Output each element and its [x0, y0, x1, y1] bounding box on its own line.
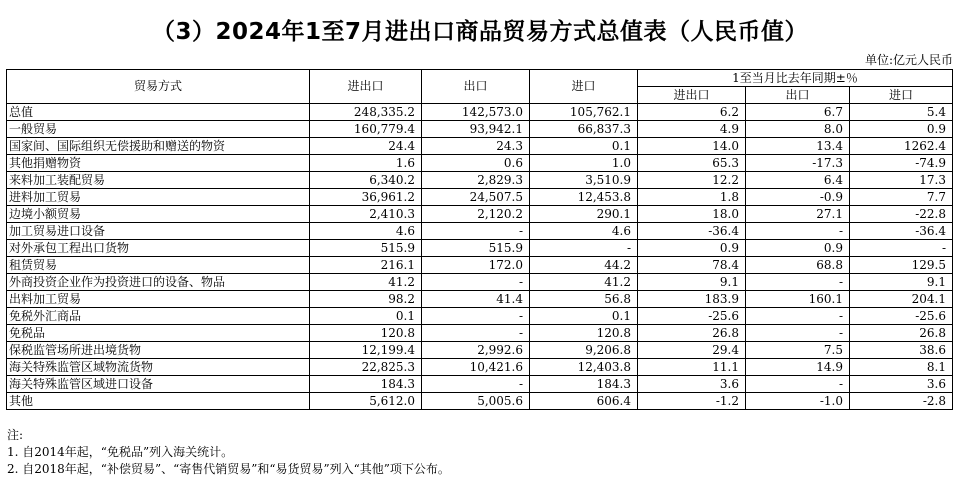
cell-yoy-import: -22.8 — [850, 206, 953, 223]
cell-export: - — [422, 274, 530, 291]
table-row — [7, 104, 953, 121]
cell-import: 105,762.1 — [530, 104, 638, 121]
cell-yoy-export: - — [746, 308, 850, 325]
cell-import: 184.3 — [530, 376, 638, 393]
cell-yoy-total: -25.6 — [638, 308, 746, 325]
cell-yoy-import: 9.1 — [850, 274, 953, 291]
table-row — [7, 359, 953, 376]
cell-import: 0.1 — [530, 308, 638, 325]
cell-trade-mode: 免税品 — [7, 325, 310, 342]
cell-yoy-export: 7.5 — [746, 342, 850, 359]
cell-yoy-total: 1.8 — [638, 189, 746, 206]
cell-yoy-export: -17.3 — [746, 155, 850, 172]
cell-yoy-export: 6.7 — [746, 104, 850, 121]
note-item: 1. 自2014年起，“免税品”列入海关统计。 — [7, 445, 234, 459]
cell-export: 41.4 — [422, 291, 530, 308]
cell-yoy-total: 18.0 — [638, 206, 746, 223]
cell-total: 4.6 — [310, 223, 422, 240]
table-row — [7, 325, 953, 342]
header-total: 进出口 — [310, 70, 422, 104]
header-import: 进口 — [530, 70, 638, 104]
cell-yoy-total: -1.2 — [638, 393, 746, 410]
cell-total: 160,779.4 — [310, 121, 422, 138]
cell-total: 120.8 — [310, 325, 422, 342]
cell-yoy-export: 27.1 — [746, 206, 850, 223]
cell-yoy-import: -74.9 — [850, 155, 953, 172]
cell-trade-mode: 保税监管场所进出境货物 — [7, 342, 310, 359]
header-trade-mode: 贸易方式 — [7, 70, 310, 104]
cell-total: 12,199.4 — [310, 342, 422, 359]
cell-total: 22,825.3 — [310, 359, 422, 376]
cell-trade-mode: 国家间、国际组织无偿援助和赠送的物资 — [7, 138, 310, 155]
cell-total: 216.1 — [310, 257, 422, 274]
cell-yoy-import: 5.4 — [850, 104, 953, 121]
cell-export: - — [422, 308, 530, 325]
table-row — [7, 291, 953, 308]
cell-yoy-export: - — [746, 376, 850, 393]
cell-import: 44.2 — [530, 257, 638, 274]
cell-import: 9,206.8 — [530, 342, 638, 359]
cell-total: 24.4 — [310, 138, 422, 155]
cell-trade-mode: 加工贸易进口设备 — [7, 223, 310, 240]
header-yoy-group: 1至当月比去年同期±％ — [638, 70, 953, 87]
cell-trade-mode: 一般贸易 — [7, 121, 310, 138]
cell-import: 1.0 — [530, 155, 638, 172]
cell-export: 10,421.6 — [422, 359, 530, 376]
cell-import: 0.1 — [530, 138, 638, 155]
cell-export: 172.0 — [422, 257, 530, 274]
cell-yoy-import: 17.3 — [850, 172, 953, 189]
cell-yoy-import: -2.8 — [850, 393, 953, 410]
cell-export: 2,829.3 — [422, 172, 530, 189]
cell-yoy-import: 1262.4 — [850, 138, 953, 155]
table-row — [7, 155, 953, 172]
header-yoy-total: 进出口 — [638, 87, 746, 104]
cell-export: - — [422, 325, 530, 342]
cell-trade-mode: 其他 — [7, 393, 310, 410]
cell-trade-mode: 来料加工装配贸易 — [7, 172, 310, 189]
cell-yoy-export: 6.4 — [746, 172, 850, 189]
cell-yoy-export: -0.9 — [746, 189, 850, 206]
cell-total: 0.1 — [310, 308, 422, 325]
cell-total: 98.2 — [310, 291, 422, 308]
header-row-1 — [7, 70, 953, 87]
cell-trade-mode: 海关特殊监管区域物流货物 — [7, 359, 310, 376]
cell-export: - — [422, 376, 530, 393]
cell-import: 4.6 — [530, 223, 638, 240]
cell-trade-mode: 对外承包工程出口货物 — [7, 240, 310, 257]
cell-yoy-export: 68.8 — [746, 257, 850, 274]
cell-total: 6,340.2 — [310, 172, 422, 189]
cell-total: 248,335.2 — [310, 104, 422, 121]
cell-export: 0.6 — [422, 155, 530, 172]
cell-export: 2,992.6 — [422, 342, 530, 359]
cell-export: 24,507.5 — [422, 189, 530, 206]
cell-total: 1.6 — [310, 155, 422, 172]
table-row — [7, 393, 953, 410]
cell-export: 2,120.2 — [422, 206, 530, 223]
notes — [7, 427, 450, 478]
table-row — [7, 172, 953, 189]
cell-yoy-total: 6.2 — [638, 104, 746, 121]
cell-yoy-export: 14.9 — [746, 359, 850, 376]
cell-yoy-total: 29.4 — [638, 342, 746, 359]
cell-yoy-export: - — [746, 274, 850, 291]
trade-mode-table — [6, 69, 953, 410]
cell-yoy-import: - — [850, 240, 953, 257]
cell-import: 41.2 — [530, 274, 638, 291]
unit-label: 单位:亿元人民币 — [864, 53, 953, 67]
cell-total: 36,961.2 — [310, 189, 422, 206]
table-row — [7, 342, 953, 359]
cell-total: 2,410.3 — [310, 206, 422, 223]
cell-yoy-total: 12.2 — [638, 172, 746, 189]
cell-yoy-import: 129.5 — [850, 257, 953, 274]
table-row — [7, 138, 953, 155]
note-item: 2. 自2018年起，“补偿贸易”、“寄售代销贸易”和“易货贸易”列入“其他”项下公布。 — [7, 462, 450, 476]
cell-import: 12,453.8 — [530, 189, 638, 206]
cell-import: 56.8 — [530, 291, 638, 308]
cell-trade-mode: 总值 — [7, 104, 310, 121]
cell-trade-mode: 边境小额贸易 — [7, 206, 310, 223]
cell-import: 3,510.9 — [530, 172, 638, 189]
cell-trade-mode: 外商投资企业作为投资进口的设备、物品 — [7, 274, 310, 291]
cell-trade-mode: 免税外汇商品 — [7, 308, 310, 325]
cell-import: 120.8 — [530, 325, 638, 342]
cell-yoy-import: 8.1 — [850, 359, 953, 376]
cell-yoy-export: 160.1 — [746, 291, 850, 308]
table-row — [7, 240, 953, 257]
cell-yoy-total: 4.9 — [638, 121, 746, 138]
cell-yoy-total: 0.9 — [638, 240, 746, 257]
cell-yoy-total: 3.6 — [638, 376, 746, 393]
page-title: （3）2024年1至7月进出口商品贸易方式总值表（人民币值） — [151, 19, 809, 45]
cell-yoy-total: 78.4 — [638, 257, 746, 274]
cell-export: 5,005.6 — [422, 393, 530, 410]
cell-yoy-total: 11.1 — [638, 359, 746, 376]
cell-export: 515.9 — [422, 240, 530, 257]
table-row — [7, 206, 953, 223]
table-row — [7, 376, 953, 393]
cell-trade-mode: 出料加工贸易 — [7, 291, 310, 308]
cell-import: - — [530, 240, 638, 257]
table-row — [7, 257, 953, 274]
cell-yoy-total: 26.8 — [638, 325, 746, 342]
header-yoy-export: 出口 — [746, 87, 850, 104]
cell-yoy-import: -36.4 — [850, 223, 953, 240]
cell-trade-mode: 海关特殊监管区域进口设备 — [7, 376, 310, 393]
table-row — [7, 274, 953, 291]
table-row — [7, 223, 953, 240]
cell-import: 290.1 — [530, 206, 638, 223]
table-row — [7, 189, 953, 206]
cell-yoy-total: -36.4 — [638, 223, 746, 240]
table-row — [7, 308, 953, 325]
header-export: 出口 — [422, 70, 530, 104]
cell-yoy-export: 0.9 — [746, 240, 850, 257]
cell-yoy-import: 7.7 — [850, 189, 953, 206]
cell-yoy-total: 183.9 — [638, 291, 746, 308]
cell-trade-mode: 租赁贸易 — [7, 257, 310, 274]
cell-trade-mode: 其他捐赠物资 — [7, 155, 310, 172]
cell-import: 606.4 — [530, 393, 638, 410]
cell-export: - — [422, 223, 530, 240]
cell-yoy-import: 204.1 — [850, 291, 953, 308]
cell-yoy-export: -1.0 — [746, 393, 850, 410]
cell-yoy-total: 65.3 — [638, 155, 746, 172]
cell-trade-mode: 进料加工贸易 — [7, 189, 310, 206]
cell-export: 93,942.1 — [422, 121, 530, 138]
cell-yoy-export: 8.0 — [746, 121, 850, 138]
cell-yoy-import: 0.9 — [850, 121, 953, 138]
cell-yoy-export: 13.4 — [746, 138, 850, 155]
cell-export: 24.3 — [422, 138, 530, 155]
cell-yoy-import: -25.6 — [850, 308, 953, 325]
cell-yoy-total: 14.0 — [638, 138, 746, 155]
cell-export: 142,573.0 — [422, 104, 530, 121]
cell-yoy-import: 26.8 — [850, 325, 953, 342]
cell-total: 184.3 — [310, 376, 422, 393]
cell-yoy-export: - — [746, 325, 850, 342]
cell-yoy-import: 38.6 — [850, 342, 953, 359]
notes-heading: 注: — [7, 428, 24, 442]
cell-total: 41.2 — [310, 274, 422, 291]
table-row — [7, 121, 953, 138]
cell-import: 66,837.3 — [530, 121, 638, 138]
cell-total: 515.9 — [310, 240, 422, 257]
cell-yoy-total: 9.1 — [638, 274, 746, 291]
cell-yoy-import: 3.6 — [850, 376, 953, 393]
header-yoy-import: 进口 — [850, 87, 953, 104]
cell-import: 12,403.8 — [530, 359, 638, 376]
cell-yoy-export: - — [746, 223, 850, 240]
cell-total: 5,612.0 — [310, 393, 422, 410]
